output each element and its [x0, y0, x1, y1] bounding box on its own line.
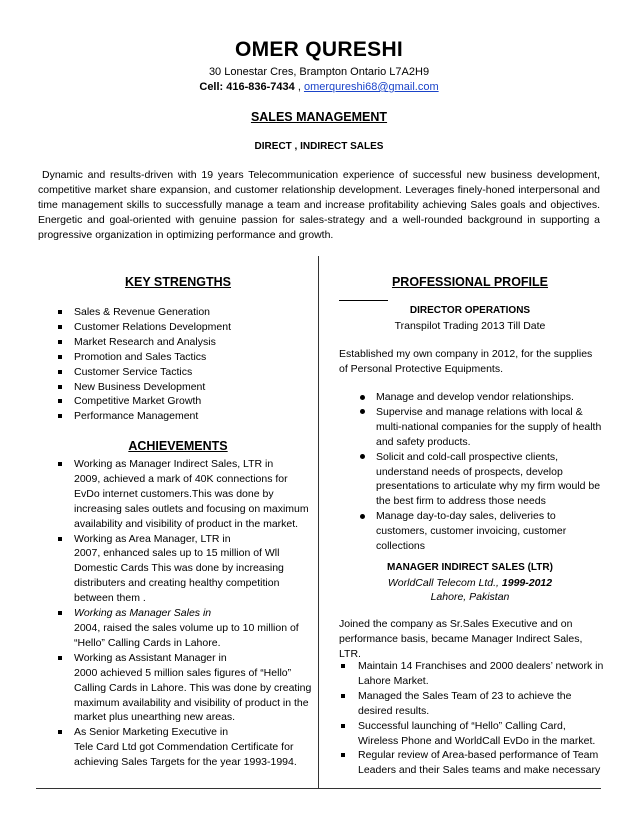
achievement-body: 2000 achieved 5 million sales figures of “Hello” Calling Cards in Lahore. This was done by creating maximum availability and visibility of product in the market plus unearthing new areas. [74, 666, 312, 724]
email-link[interactable]: omerqureshi68@gmail.com [303, 81, 439, 93]
list-item [56, 725, 314, 770]
job2-intro: Joined the company as Sr.Sales Executive and on performance basis, became Manager Indirect Sales, LTR. [339, 618, 583, 660]
list-item: Market Research and Analysis [56, 335, 306, 350]
list-item: Solicit and cold-call prospective clients, understand needs of prospects, develop presentations to articulate why my firm would be the best firm to address those needs [358, 450, 606, 510]
list-item: Successful launching of “Hello” Calling Card, Wireless Phone and WorldCall EvDo in the market. [339, 719, 607, 749]
list-item: Sales & Revenue Generation [56, 305, 306, 320]
list-item: Customer Service Tactics [56, 365, 306, 380]
list-item [56, 651, 314, 726]
list-item: Supervise and manage relations with local & multi-national companies for the supply of health and safety products. [358, 405, 606, 450]
headline: SALES MANAGEMENT [250, 110, 388, 124]
summary-paragraph: Dynamic and results-driven with 19 years Telecommunication experience of successful new business development, competitive market share expansion, and customer relationship development. Leverages finely-honed interpersonal and time management skills to successfully manage a team and increase profitability achieving Sales goals and objectives. Energetic and goal-oriented with genuine passion for sales-strategy and a well-rounded background in supporting a progressive organization in optimizing performance and growth. [38, 169, 600, 241]
job2-company: WorldCall Telecom Ltd., [387, 577, 502, 589]
job1-bullets [358, 390, 606, 554]
job1-intro: Established my own company in 2012, for the supplies of Personal Protective Equipments. [339, 348, 593, 375]
achievement-lead: Working as Area Manager, LTR in [74, 532, 231, 545]
achievements-title: ACHIEVEMENTS [128, 439, 228, 453]
job2-years: 1999-2012 [501, 577, 553, 589]
list-item [56, 606, 314, 651]
address: 30 Lonestar Cres, Brampton Ontario L7A2H9 [208, 66, 430, 78]
list-item: Performance Management [56, 409, 306, 424]
list-item: Competitive Market Growth [56, 394, 306, 409]
achievement-body: 2007, enhanced sales up to 15 million of Wll Domestic Cards This was done by increasing distributers and creating healthy competition between them . [74, 547, 284, 605]
achievements-list [56, 457, 314, 770]
job1-company: Transpilot Trading 2013 Till Date [394, 320, 546, 332]
achievement-lead: Working as Manager Sales in [74, 607, 212, 620]
list-item: Regular review of Area-based performance of Team Leaders and their Sales teams and make necessary [339, 748, 607, 778]
contact-separator: , [294, 81, 304, 93]
achievement-body: Tele Card Ltd got Commendation Certificate for achieving Sales Targets for the year 1993-1994. [74, 741, 297, 769]
list-item [56, 457, 314, 532]
list-item: Maintain 14 Franchises and 2000 dealers’ network in Lahore Market. [339, 659, 607, 689]
bottom-rule [36, 788, 601, 789]
list-item: Manage and develop vendor relationships. [358, 390, 606, 405]
job1-title: DIRECTOR OPERATIONS [409, 305, 531, 316]
achievement-body: 2009, achieved a mark of 40K connections for EvDo internet customers.This was done by increasing sales outlets and focusing on maximum availability and visibility of product in the market. [74, 472, 309, 530]
list-item: Manage day-to-day sales, deliveries to customers, customer invoicing, customer collections [358, 509, 606, 554]
contact-line [0, 81, 638, 93]
job2-title: MANAGER INDIRECT SALES (LTR) [387, 562, 553, 573]
list-item: Customer Relations Development [56, 320, 306, 335]
achievement-lead: Working as Assistant Manager in [74, 651, 227, 664]
section-rule [339, 300, 388, 301]
list-item: Promotion and Sales Tactics [56, 350, 306, 365]
achievement-lead: As Senior Marketing Executive in [74, 726, 229, 739]
list-item: New Business Development [56, 380, 306, 395]
subheadline: DIRECT , INDIRECT SALES [254, 141, 384, 152]
candidate-name: OMER QURESHI [234, 38, 404, 61]
list-item [56, 532, 314, 607]
job2-bullets [339, 659, 607, 778]
key-strengths-title: KEY STRENGTHS [124, 275, 232, 289]
job2-location: Lahore, Pakistan [430, 591, 510, 603]
professional-profile-title: PROFESSIONAL PROFILE [391, 275, 549, 289]
column-divider [318, 256, 319, 788]
job2-company-line [322, 577, 618, 589]
list-item: Managed the Sales Team of 23 to achieve the desired results. [339, 689, 607, 719]
achievement-body: 2004, raised the sales volume up to 10 million of “Hello” Calling Cards in Lahore. [74, 621, 299, 649]
achievement-lead: Working as Manager Indirect Sales, LTR in [74, 458, 274, 470]
phone: Cell: 416-836-7434 [199, 81, 295, 93]
key-strengths-list [56, 305, 306, 424]
